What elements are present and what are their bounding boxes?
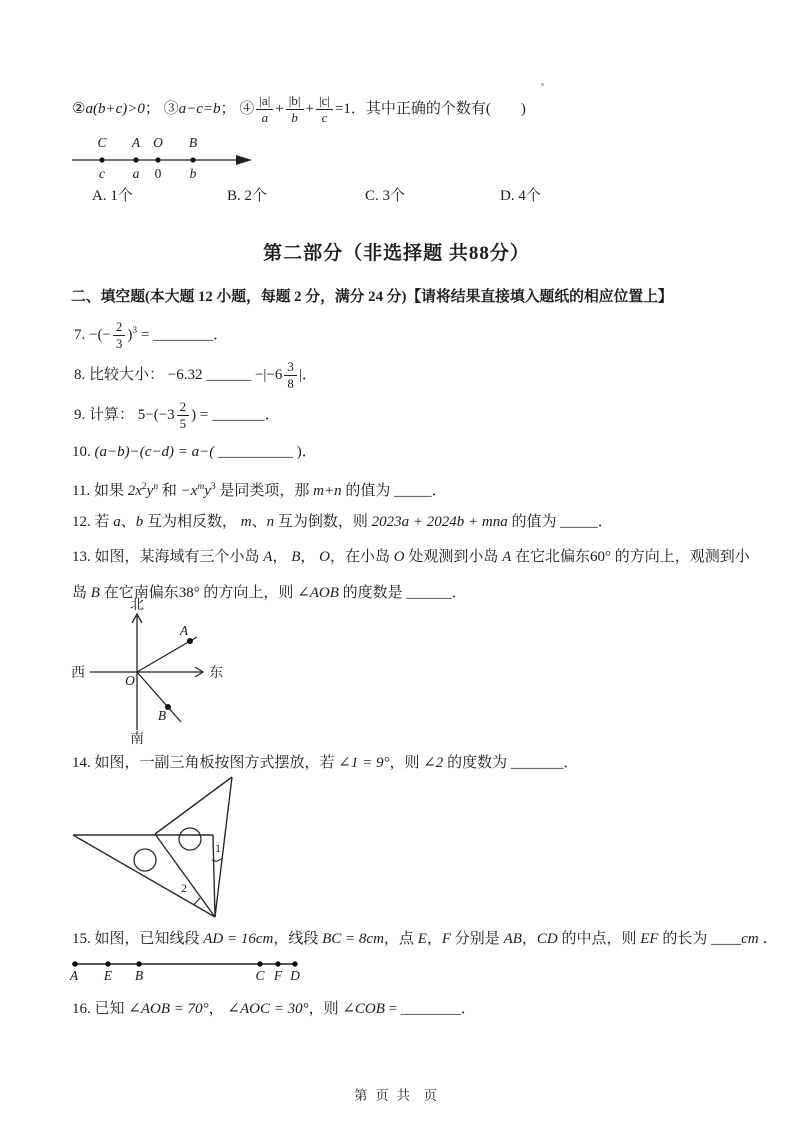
angle-1-label: 1 bbox=[215, 841, 221, 855]
question-text: 的度数是 bbox=[338, 585, 407, 601]
question-text: 、 bbox=[251, 514, 267, 530]
upper-left-edge bbox=[155, 777, 232, 834]
island-O: O bbox=[319, 549, 330, 565]
exponent-n: n bbox=[153, 482, 159, 492]
question-text: 的长为 bbox=[658, 931, 712, 947]
label-c: c bbox=[99, 166, 105, 181]
math-term: 2x bbox=[127, 483, 142, 499]
fraction-2-3 bbox=[113, 320, 126, 350]
answer-blank: ______ bbox=[206, 367, 252, 383]
label-F: F bbox=[273, 968, 283, 983]
question-text: ， bbox=[208, 1001, 228, 1017]
plus-sign: + bbox=[305, 101, 314, 117]
section-heading: 第二部分（非选择题 共88分） bbox=[263, 243, 530, 264]
fraction-numerator: |c| bbox=[318, 93, 330, 109]
segment-figure bbox=[68, 946, 313, 984]
island-O: O bbox=[393, 549, 405, 565]
question-text: 已知 bbox=[94, 1001, 129, 1017]
fraction-numerator: 2 bbox=[115, 319, 123, 335]
segment-AB: AB bbox=[503, 931, 522, 947]
point-E: E bbox=[417, 931, 427, 947]
label-B: B bbox=[157, 708, 167, 723]
period: ． bbox=[264, 407, 280, 423]
answer-blank: ________ bbox=[153, 327, 214, 343]
angle-2: ∠2 bbox=[423, 755, 444, 771]
fill-in-section-intro: 二、填空题(本大题 12 小题，每题 2 分，满分 24 分)【请将结果直接填入题纸的相应位置上】 bbox=[71, 289, 673, 305]
point-dot-B bbox=[190, 157, 195, 162]
point-dot-A bbox=[187, 638, 193, 644]
question-6-statement bbox=[72, 86, 526, 132]
island-B: B bbox=[291, 549, 301, 565]
question-number: 10. bbox=[72, 444, 95, 460]
question-text: 岛 bbox=[72, 585, 91, 601]
number-line-figure bbox=[70, 132, 270, 190]
question-text: ， bbox=[272, 549, 292, 565]
variable-a: a bbox=[113, 514, 121, 530]
fraction-numerator: 2 bbox=[179, 399, 187, 415]
angle-1-value: ∠1 = 9° bbox=[338, 755, 390, 771]
period: ． bbox=[460, 1001, 476, 1017]
ruler-hole-bottom bbox=[134, 849, 156, 871]
label-E: E bbox=[103, 968, 113, 983]
math-expression: (a−b)−(c−d) = a−( bbox=[94, 444, 215, 460]
option-D: D. 4个 bbox=[500, 188, 541, 204]
math-text: ) = bbox=[191, 407, 213, 423]
point-dot-D bbox=[292, 961, 297, 966]
fraction-2-5 bbox=[177, 400, 190, 430]
question-text: 在它北偏东60° 的方向上，观测到小 bbox=[511, 549, 750, 565]
exponent: 2 bbox=[141, 482, 147, 492]
label-O: O bbox=[153, 135, 163, 150]
math-text: −|−6 bbox=[251, 367, 283, 383]
math-expression: m+n bbox=[313, 483, 342, 499]
question-text: ， bbox=[521, 931, 537, 947]
question-tail: =1．其中正确的个数有( ) bbox=[334, 101, 526, 117]
question-text: 若 bbox=[94, 514, 114, 530]
answer-blank: _______ bbox=[212, 407, 265, 423]
question-10 bbox=[72, 441, 317, 463]
fraction-abs-b bbox=[286, 94, 304, 124]
math-term: −x bbox=[180, 483, 198, 499]
question-text: ，在小岛 bbox=[329, 549, 394, 565]
point-dot-A bbox=[133, 157, 138, 162]
question-text: 如图，某海域有三个小岛 bbox=[94, 549, 264, 565]
question-7 bbox=[74, 308, 228, 358]
question-text: 在它南偏东38° 的方向上，则 bbox=[99, 585, 298, 601]
question-text: ，则 bbox=[308, 1001, 343, 1017]
label-C: C bbox=[97, 135, 107, 150]
label-O: O bbox=[125, 673, 135, 688]
answer-blank: ________ bbox=[400, 1001, 461, 1017]
question-13-line-1 bbox=[72, 546, 750, 568]
middle-diagonal-edge bbox=[155, 834, 215, 917]
exponent: 3 bbox=[132, 326, 138, 336]
point-dot-E bbox=[105, 961, 110, 966]
question-number: 16. bbox=[72, 1001, 95, 1017]
option-B: B. 2个 bbox=[227, 188, 268, 204]
question-text: 比较大小： −6.32 bbox=[89, 367, 207, 383]
variable-b: b bbox=[135, 514, 144, 530]
question-text: ， bbox=[426, 931, 442, 947]
exponent-m: m bbox=[197, 482, 205, 492]
fraction-denominator: b bbox=[286, 109, 304, 125]
question-text: 的中点，则 bbox=[557, 931, 641, 947]
question-number: 9. bbox=[74, 407, 89, 423]
label-north: 北 bbox=[130, 598, 144, 613]
question-number: 8. bbox=[74, 367, 89, 383]
question-text: 如图，已知线段 bbox=[94, 931, 204, 947]
question-text: 互为倒数，则 bbox=[274, 514, 372, 530]
angle-2-arc bbox=[193, 898, 200, 905]
answer-blank: __________ bbox=[214, 444, 297, 460]
island-A: A bbox=[502, 549, 512, 565]
options-row bbox=[0, 184, 793, 206]
question-number: 11. bbox=[72, 483, 94, 499]
label-east: 东 bbox=[209, 666, 223, 681]
point-dot-O bbox=[155, 157, 160, 162]
period: ． bbox=[563, 755, 579, 771]
segment-AD: AD = 16cm bbox=[203, 931, 274, 947]
question-text: ，线段 bbox=[273, 931, 323, 947]
question-text: 的值为 bbox=[341, 483, 395, 499]
fraction-numerator: |a| bbox=[259, 93, 271, 109]
arrow-right-icon bbox=[236, 155, 252, 165]
angle-AOB: ∠AOB bbox=[297, 585, 339, 601]
expression-3: a−c=b bbox=[178, 101, 221, 117]
point-F: F bbox=[441, 931, 452, 947]
equals: = bbox=[137, 327, 154, 343]
label-b: b bbox=[189, 166, 197, 181]
question-text: 计算： 5−(−3 bbox=[89, 407, 175, 423]
compass-direction-figure bbox=[64, 596, 244, 746]
label-west: 西 bbox=[71, 666, 85, 681]
question-number: 13. bbox=[72, 549, 95, 565]
point-dot-C bbox=[99, 157, 104, 162]
question-number: 12. bbox=[72, 514, 95, 530]
fraction-3-8 bbox=[284, 360, 297, 390]
answer-blank: _____ bbox=[560, 514, 598, 530]
math-term: y bbox=[146, 483, 154, 499]
segment-CD: CD bbox=[536, 931, 558, 947]
question-number: 14. bbox=[72, 755, 95, 771]
angle-AOC-value: ∠AOC = 30° bbox=[227, 1001, 309, 1017]
variable-m: m bbox=[240, 514, 252, 530]
exponent: 3 bbox=[210, 482, 216, 492]
answer-blank: _____ bbox=[394, 483, 432, 499]
question-text: ， bbox=[300, 549, 320, 565]
fraction-numerator: 3 bbox=[287, 359, 294, 375]
segment-EF: EF bbox=[640, 931, 659, 947]
island-A: A bbox=[263, 549, 273, 565]
fraction-denominator: 3 bbox=[113, 335, 126, 351]
separator: ； bbox=[144, 101, 164, 117]
plus-sign: + bbox=[275, 101, 284, 117]
question-16 bbox=[72, 998, 476, 1020]
close-paren: ) bbox=[127, 327, 133, 343]
question-text: 处观测到小岛 bbox=[404, 549, 503, 565]
equals: = bbox=[384, 1001, 401, 1017]
label-B: B bbox=[188, 135, 198, 150]
period: ． bbox=[451, 585, 467, 601]
label-B: B bbox=[134, 968, 144, 983]
question-9 bbox=[74, 392, 280, 438]
answer-blank: _______ bbox=[510, 755, 564, 771]
label-D: D bbox=[290, 968, 300, 983]
fraction-abs-a bbox=[256, 94, 273, 124]
question-text: ，则 bbox=[389, 755, 424, 771]
circled-number-2: ② bbox=[72, 101, 86, 117]
angle-2-label: 2 bbox=[181, 881, 187, 895]
period: ． bbox=[431, 483, 447, 499]
question-number: 15. bbox=[72, 931, 95, 947]
fraction-denominator: c bbox=[316, 109, 333, 125]
answer-blank: ______ bbox=[406, 585, 452, 601]
angle-AOB-value: ∠AOB = 70° bbox=[128, 1001, 209, 1017]
point-dot-F bbox=[275, 961, 280, 966]
circled-number-4: ④ bbox=[239, 101, 255, 117]
question-text: 互为相反数， bbox=[143, 514, 241, 530]
question-text: 的值为 bbox=[507, 514, 561, 530]
label-south: 南 bbox=[130, 732, 144, 747]
label-zero: 0 bbox=[154, 166, 162, 181]
label-a: a bbox=[132, 166, 140, 181]
island-B: B bbox=[90, 585, 100, 601]
fraction-denominator: 5 bbox=[177, 415, 190, 431]
point-dot-C bbox=[257, 961, 262, 966]
question-text: 分别是 bbox=[451, 931, 504, 947]
question-text: 、 bbox=[120, 514, 136, 530]
question-12 bbox=[72, 511, 613, 533]
segment-BC: BC = 8cm bbox=[322, 931, 384, 947]
question-11 bbox=[72, 476, 447, 502]
variable-n: n bbox=[266, 514, 275, 530]
circled-number-3: ③ bbox=[163, 101, 179, 117]
ruler-hole-top bbox=[179, 828, 201, 850]
answer-blank: ____ bbox=[711, 931, 742, 947]
scan-artifact-dot bbox=[541, 83, 544, 86]
fraction-denominator: a bbox=[256, 109, 273, 125]
question-number: 7. bbox=[74, 327, 89, 343]
label-C: C bbox=[255, 968, 265, 983]
angle-COB: ∠COB bbox=[342, 1001, 385, 1017]
fraction-abs-c bbox=[316, 94, 333, 124]
math-pre: −(− bbox=[89, 327, 111, 343]
option-C: C. 3个 bbox=[365, 188, 406, 204]
question-text: 的度数为 bbox=[443, 755, 511, 771]
close-paren: )． bbox=[296, 444, 317, 460]
question-text: 如果 bbox=[93, 483, 128, 499]
period: ． bbox=[597, 514, 613, 530]
question-text: 是同类项，那 bbox=[215, 483, 314, 499]
point-dot-A bbox=[72, 961, 77, 966]
math-text: |． bbox=[298, 367, 317, 383]
option-A: A. 1个 bbox=[92, 188, 133, 204]
period: ． bbox=[213, 327, 229, 343]
page-footer: 第 页 共 页 bbox=[353, 1088, 439, 1103]
separator: ； bbox=[220, 101, 240, 117]
math-term: y bbox=[204, 483, 211, 499]
label-A: A bbox=[179, 623, 189, 638]
point-dot-B bbox=[136, 961, 141, 966]
math-expression: 2023a + 2024b + mna bbox=[371, 514, 508, 530]
set-squares-figure bbox=[62, 770, 252, 922]
question-text: ，点 bbox=[383, 931, 418, 947]
label-A: A bbox=[131, 135, 141, 150]
question-text: 如图，一副三角板按图方式摆放，若 bbox=[94, 755, 339, 771]
expression-2: a(b+c)>0 bbox=[85, 101, 145, 117]
fraction-denominator: 8 bbox=[284, 375, 297, 391]
unit-cm: cm ． bbox=[741, 931, 778, 947]
question-text: 和 bbox=[158, 483, 181, 499]
fraction-numerator: |b| bbox=[288, 93, 301, 109]
label-A: A bbox=[69, 968, 79, 983]
